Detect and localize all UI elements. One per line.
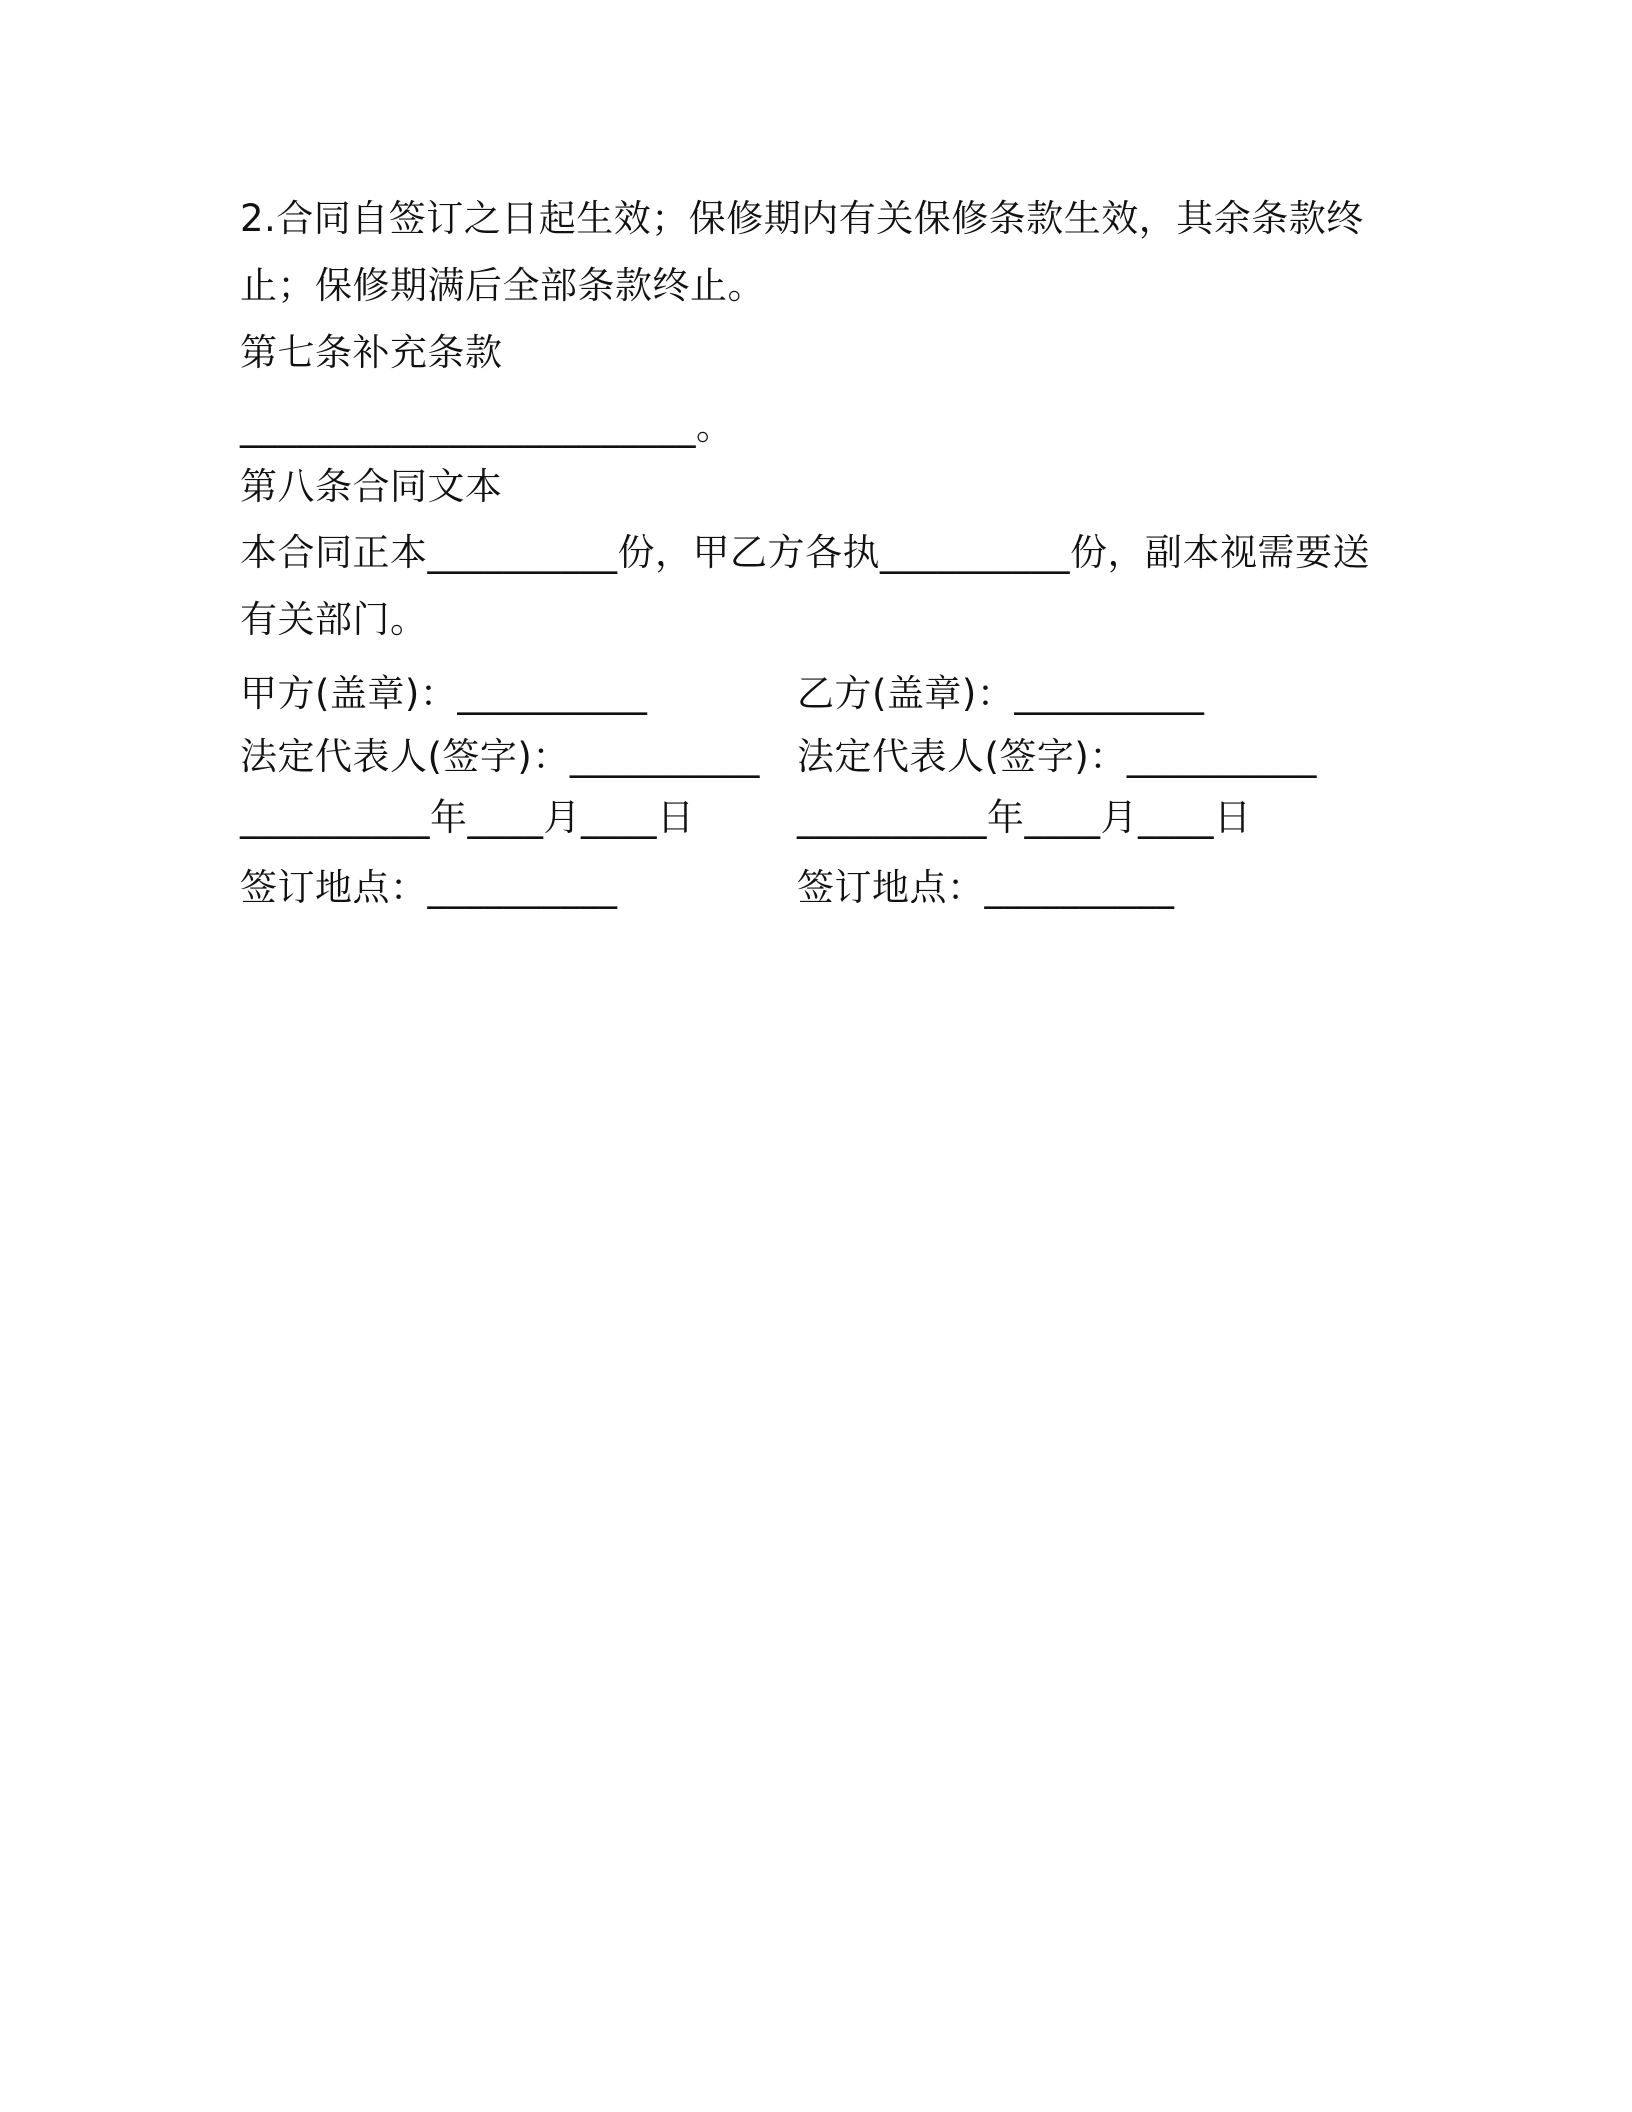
article-8-line-1: 本合同正本__________份，甲乙方各执__________份，副本视需要送 — [240, 531, 1370, 574]
article-7-heading: 第七条补充条款 — [240, 331, 503, 374]
article-7-blank: ________________________。 — [240, 405, 734, 448]
paragraph-2-line-2: 止；保修期满后全部条款终止。 — [240, 264, 765, 307]
party-b-date: __________年____月____日 — [797, 796, 1252, 839]
party-a-representative: 法定代表人(签字)：__________ — [240, 735, 760, 778]
party-a-date: __________年____月____日 — [240, 796, 695, 839]
party-b-place: 签订地点：__________ — [797, 866, 1175, 909]
article-8-line-2: 有关部门。 — [240, 598, 428, 641]
party-a-seal: 甲方(盖章)：__________ — [240, 672, 648, 715]
paragraph-2-line-1: 2.合同自签订之日起生效；保修期内有关保修条款生效，其余条款终 — [240, 197, 1364, 240]
party-b-seal: 乙方(盖章)：__________ — [797, 672, 1205, 715]
article-8-heading: 第八条合同文本 — [240, 465, 503, 508]
party-b-representative: 法定代表人(签字)：__________ — [797, 735, 1317, 778]
party-a-place: 签订地点：__________ — [240, 866, 618, 909]
